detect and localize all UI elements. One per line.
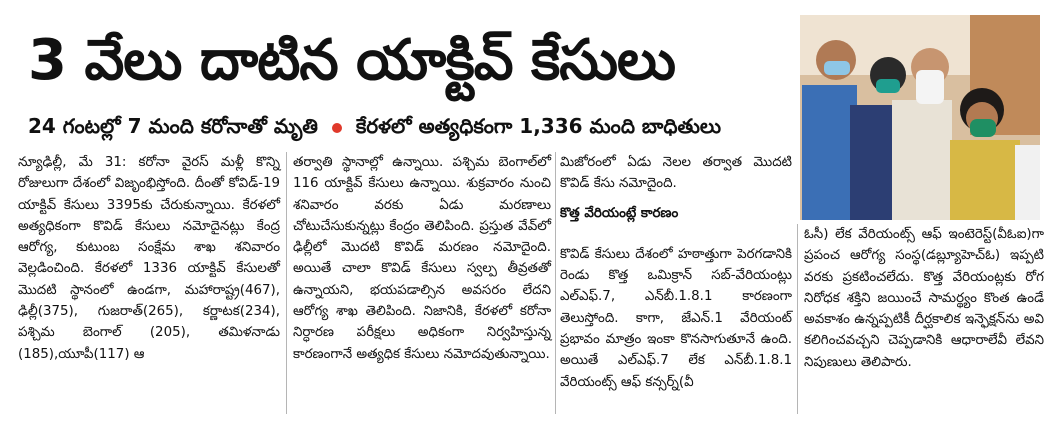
subheadline-right: కేరళలో అత్యధికంగా 1,336 మంది బాధితులు	[355, 113, 722, 138]
column-divider	[797, 224, 798, 414]
bullet-dot-icon	[332, 123, 342, 133]
column-1-text: న్యూఢిల్లీ, మే 31: కరోనా వైరస్ మళ్లీ కొన్ని రోజులుగా దేశంలో విజృంభిస్తోంది. దీంతో కోవిడ్-19 యాక్టివ్ కేసులు 3395కు చేరుకున్నాయి. కేరళలో అత్యధికంగా కొవిడ్ కేసులు నమోదైనట్లు కేంద్ర ఆరోగ్య, కుటుంబ సంక్షేమ శాఖ శనివారం వెల్లడించింది. కేరళలో 1336 యాక్టివ్ కేసులతో మొదటి స్థానంలో ఉండగా, మహారాష్ట్ర(467), ఢిల్లీ(375), గుజరాత్(265), కర్ణాటక(234), పశ్చిమ బెంగాల్ (205), తమిళనాడు (185),యూపీ(117) ఆ	[18, 155, 280, 362]
spacer	[560, 234, 792, 244]
column-3-intro: మిజోరంలో ఏడు నెలల తర్వాత మొదటి కొవిడ్ కేసు నమోదైంది.	[560, 155, 792, 192]
column-divider	[555, 152, 556, 414]
column-4-text: ఓసీ) లేక వేరియంట్స్ ఆఫ్ ఇంటెరెస్ట్(వీఓఐ)గా ప్రపంచ ఆరోగ్య సంస్థ(డబ్ల్యూహెచ్ఓ) ఇప్పటి వరకు ప్రకటించలేదు. కొత్త వేరియంట్లకు రోగ నిరోధక శక్తిని జయించే సామర్థ్యం కొంత ఉండే అవకాశం ఉన్నప్పటికీ దీర్ఘకాలిక ఇన్ఫెక్షన్‌ను అవి కలిగించవచ్చని చెప్పడానికి ఆధారాలేవీ లేవని నిపుణులు తెలిపారు.	[804, 227, 1044, 370]
photo-illustration	[800, 15, 1040, 220]
article-column-3	[560, 152, 792, 393]
subheadline	[28, 108, 798, 148]
column-2-text: తర్వాతి స్థానాల్లో ఉన్నాయి. పశ్చిమ బెంగాల్‌లో 116 యాక్టివ్ కేసులు ఉన్నాయి. శుక్రవారం నుంచి శనివారం వరకు ఏడు మరణాలు చోటుచేసుకున్నట్లు కేంద్రం తెలిపింది. ప్రస్తుత వేవ్‌లో ఢిల్లీలో మొదటి కొవిడ్ మరణం నమోదైంది. అయితే చాలా కొవిడ్ కేసులు స్వల్ప తీవ్రతతో ఉన్నాయని, భయపడాల్సిన అవసరం లేదని ఆరోగ్య శాఖ తెలిపింది. నిజానికి, కేరళలో కరోనా నిర్ధారణ పరీక్షలు అధికంగా నిర్వహిస్తున్న కారణంగానే అత్యధిక కేసులు నమోదవుతున్నాయి.	[293, 155, 551, 362]
column-3-text: కొవిడ్ కేసులు దేశంలో హఠాత్తుగా పెరగడానికి రెండు కొత్త ఒమిక్రాన్ సబ్-వేరియంట్లు ఎల్ఎఫ్.7, ఎన్‌బీ.1.8.1 కారణంగా తెలుస్తోంది. కాగా, జేఎన్.1 వేరియంట్ ప్రభావం మాత్రం ఇంకా కొనసాగుతూనే ఉంది. అయితే ఎల్ఎఫ్.7 లేక ఎన్‌బీ.1.8.1 వేరియంట్స్ ఆఫ్ కన్సర్న్(వీ	[560, 246, 792, 390]
article-column-4	[804, 224, 1044, 373]
column-divider	[286, 152, 287, 414]
people-wearing-masks-photo	[800, 15, 1040, 220]
section-subheading: కొత్త వేరియంట్లే కారణం	[560, 205, 679, 221]
subheadline-left: 24 గంటల్లో 7 మంది కరోనాతో మృతి	[28, 113, 318, 138]
article-column-2	[293, 152, 551, 365]
article-column-1	[18, 152, 280, 365]
headline: 3 వేలు దాటిన యాక్టివ్ కేసులు	[28, 28, 676, 93]
